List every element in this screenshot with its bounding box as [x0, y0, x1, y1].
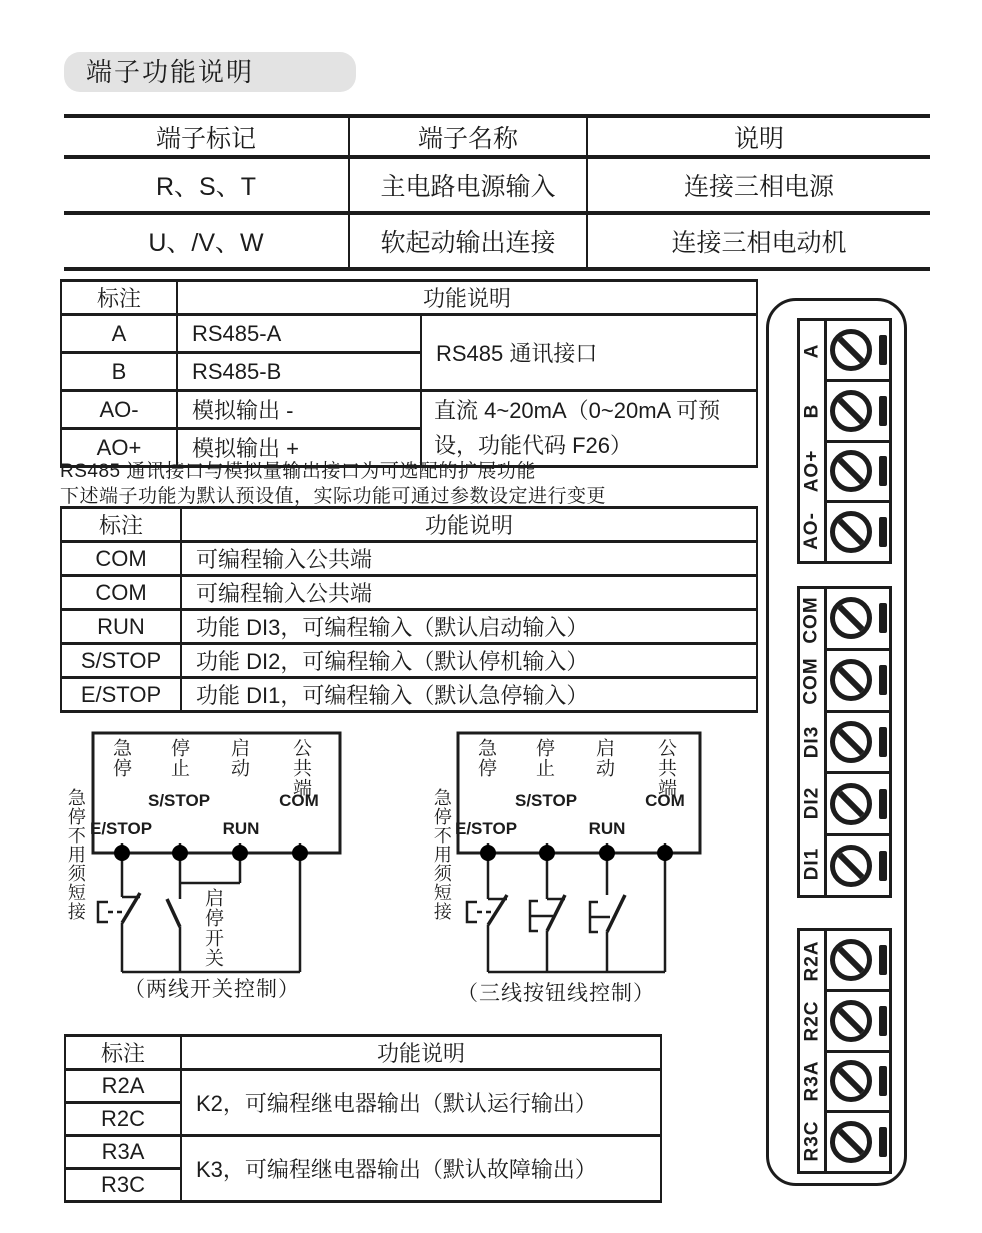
terminal-func: 可编程输入公共端: [181, 576, 757, 610]
relay-output-table: [64, 1034, 662, 1203]
terminal-func: 可编程输入公共端: [181, 542, 757, 576]
terminal-cell: [827, 443, 889, 504]
terminal-cell: [827, 713, 889, 775]
diagram-label-run: RUN: [588, 819, 626, 838]
terminal-cell: [827, 992, 889, 1053]
table-row: [64, 213, 930, 269]
diagram-label-common-cn: 公共端: [289, 738, 311, 798]
terminal-label: S/STOP: [61, 644, 181, 678]
screw-icon: [830, 659, 872, 701]
terminal-cell: [827, 589, 889, 651]
terminal-cell: [827, 382, 889, 443]
col-header: 功能说明: [177, 281, 757, 315]
estop-actuator: [467, 902, 477, 922]
estop-jumper-note: 急停不用须短接: [65, 788, 86, 921]
stop-button-blade: [547, 895, 565, 931]
terminal-label: R3A: [65, 1136, 181, 1169]
wire-slot: [879, 789, 887, 819]
table-header-row: [61, 281, 757, 315]
three-wire-caption: （三线按钮线控制）: [457, 982, 655, 1005]
terminal-label: R2A: [65, 1070, 181, 1103]
col-header: 说明: [587, 116, 930, 157]
terminal-circle: [657, 845, 673, 861]
note-line: RS485 通讯接口与模拟量输出接口为可选配的扩展功能: [60, 461, 536, 482]
terminal-group-relays: [797, 928, 892, 1174]
terminal-func: 功能 DI3，可编程输入（默认启动输入）: [181, 610, 757, 644]
terminal-label: COM: [801, 657, 823, 705]
screw-icon: [830, 721, 872, 763]
terminal-circle: [114, 845, 130, 861]
terminal-label: R3C: [65, 1169, 181, 1202]
wire-slot: [879, 851, 887, 881]
terminal-group-inputs: [797, 586, 892, 898]
table-row: [65, 1136, 661, 1169]
terminal-circle: [599, 845, 615, 861]
diagram-label-com: COM: [279, 791, 319, 810]
input-terminal-table: [60, 506, 758, 713]
terminal-label: AO+: [61, 429, 177, 467]
terminal-label: R2C: [65, 1103, 181, 1136]
terminal-cell: [827, 1113, 889, 1171]
terminal-label: DI2: [801, 786, 823, 820]
col-header: 标注: [61, 508, 181, 542]
terminal-circle: [172, 845, 188, 861]
terminal-label: R3A: [801, 1060, 823, 1102]
wire-slot: [879, 603, 887, 633]
terminal-label: E/STOP: [61, 678, 181, 712]
diagram-label-sstop: S/STOP: [148, 791, 211, 810]
terminal-label: R2A: [801, 940, 823, 982]
terminal-cell: [827, 931, 889, 992]
table-header-row: [64, 116, 930, 157]
col-header: 端子名称: [349, 116, 587, 157]
terminal-func: RS485-A: [177, 315, 421, 353]
terminal-label: R3C: [801, 1120, 823, 1162]
terminal-label: A: [800, 343, 822, 359]
terminal-func: K2，可编程继电器输出（默认运行输出）: [181, 1070, 661, 1136]
diagram-label-estop: E/STOP: [455, 819, 518, 838]
diagram-label-common-cn: 公共端: [654, 738, 676, 798]
col-header: 功能说明: [181, 508, 757, 542]
table-row: [61, 315, 757, 353]
screw-icon: [830, 939, 872, 981]
estop-jumper-note: 急停不用须短接: [431, 788, 452, 921]
wire-slot: [879, 335, 887, 365]
table-row: [61, 542, 757, 576]
diagram-label-sstop: S/STOP: [515, 791, 578, 810]
main-terminal-table: [64, 114, 930, 271]
terminal-cell: [827, 774, 889, 836]
wire-slot: [879, 456, 887, 486]
terminal-cell: [827, 651, 889, 713]
terminal-label: A: [61, 315, 177, 353]
run-stop-switch-blade: [167, 899, 180, 927]
diagram-label-com: COM: [645, 791, 685, 810]
screw-icon: [830, 845, 872, 887]
wire-slot: [879, 1006, 887, 1036]
estop-actuator: [98, 902, 108, 922]
table-row: [61, 678, 757, 712]
table-row: [61, 610, 757, 644]
table-row: [61, 644, 757, 678]
wire-slot: [879, 945, 887, 975]
terminal-label-strip: [800, 931, 827, 1171]
merged-desc: 直流 4~20mA（0~20mA 可预设，功能代码 F26）: [421, 391, 757, 467]
diagram-label-estop-cn: 急停: [474, 738, 496, 778]
diagram-label-run-cn: 启动: [592, 738, 614, 778]
terminal-block: [766, 298, 907, 1186]
two-wire-caption: （两线开关控制）: [124, 978, 300, 1001]
table-row: [61, 391, 757, 429]
terminal-label: AO-: [801, 512, 823, 550]
diagram-label-estop-cn: 急停: [109, 738, 131, 778]
wire-slot: [879, 517, 887, 547]
terminal-label-strip: [800, 321, 827, 561]
terminal-func: 功能 DI1，可编程输入（默认急停输入）: [181, 678, 757, 712]
terminal-group-comm: [797, 318, 892, 564]
terminal-func: 模拟输出 -: [177, 391, 421, 429]
wire-slot: [879, 1066, 887, 1096]
col-header: 端子标记: [64, 116, 349, 157]
terminal-label: COM: [61, 576, 181, 610]
diagram-label-estop: E/STOP: [90, 819, 153, 838]
terminal-label: COM: [61, 542, 181, 576]
screw-icon: [830, 597, 872, 639]
terminal-label: AO+: [801, 449, 823, 493]
terminal-cell: [827, 321, 889, 382]
terminal-label: B: [800, 403, 822, 419]
diagram-label-stop-cn: 停止: [167, 738, 189, 778]
screw-icon: [830, 450, 872, 492]
col-header: 功能说明: [181, 1036, 661, 1070]
terminal-label: DI1: [801, 848, 823, 881]
terminal-func: 模拟输出 +: [177, 429, 421, 467]
terminal-func: RS485-B: [177, 353, 421, 391]
screw-icon: [830, 511, 872, 553]
terminal-circle: [292, 845, 308, 861]
terminal-label-strip: [800, 589, 827, 895]
table-row: [61, 576, 757, 610]
wire-slot: [879, 665, 887, 695]
screw-icon: [830, 1060, 872, 1102]
terminal-desc: 连接三相电动机: [587, 213, 930, 269]
terminal-mark: R、S、T: [64, 157, 349, 213]
terminal-circle: [232, 845, 248, 861]
terminal-name: 软起动输出连接: [349, 213, 587, 269]
terminal-label: B: [61, 353, 177, 391]
terminal-cell: [827, 1053, 889, 1114]
table-row: [65, 1070, 661, 1103]
table-row: [64, 157, 930, 213]
terminal-desc: 连接三相电源: [587, 157, 930, 213]
terminal-label: COM: [801, 595, 823, 644]
diagram-label-run: RUN: [222, 819, 260, 838]
table-header-row: [65, 1036, 661, 1070]
run-button-blade: [607, 895, 625, 932]
page-title: 端子功能说明: [64, 52, 356, 92]
terminal-func: 功能 DI2，可编程输入（默认停机输入）: [181, 644, 757, 678]
screw-icon: [830, 1000, 872, 1042]
run-stop-switch-label: 启停开关: [201, 888, 223, 968]
table-header-row: [61, 508, 757, 542]
terminal-cell: [827, 836, 889, 895]
terminal-func: K3，可编程继电器输出（默认故障输出）: [181, 1136, 661, 1202]
col-header: 标注: [61, 281, 177, 315]
wire-slot: [879, 1127, 887, 1157]
merged-desc: RS485 通讯接口: [421, 315, 757, 391]
diagram-label-stop-cn: 停止: [532, 738, 554, 778]
expansion-terminal-table: [60, 279, 758, 468]
wire-slot: [879, 396, 887, 426]
terminal-label: R2C: [801, 1000, 823, 1042]
terminal-circle: [539, 845, 555, 861]
screw-icon: [830, 783, 872, 825]
screw-icon: [830, 329, 872, 371]
terminal-mark: U、/V、W: [64, 213, 349, 269]
terminal-name: 主电路电源输入: [349, 157, 587, 213]
terminal-label: AO-: [61, 391, 177, 429]
col-header: 标注: [65, 1036, 181, 1070]
terminal-circle: [480, 845, 496, 861]
wire-slot: [879, 727, 887, 757]
run-button-actuator: [590, 902, 610, 932]
terminal-cell: [827, 503, 889, 561]
screw-icon: [830, 1121, 872, 1163]
note-line: 下述端子功能为默认预设值，实际功能可通过参数设定进行变更: [60, 486, 607, 507]
screw-icon: [830, 390, 872, 432]
terminal-label: RUN: [61, 610, 181, 644]
diagram-label-run-cn: 启动: [227, 738, 249, 778]
terminal-label: DI3: [801, 725, 823, 759]
